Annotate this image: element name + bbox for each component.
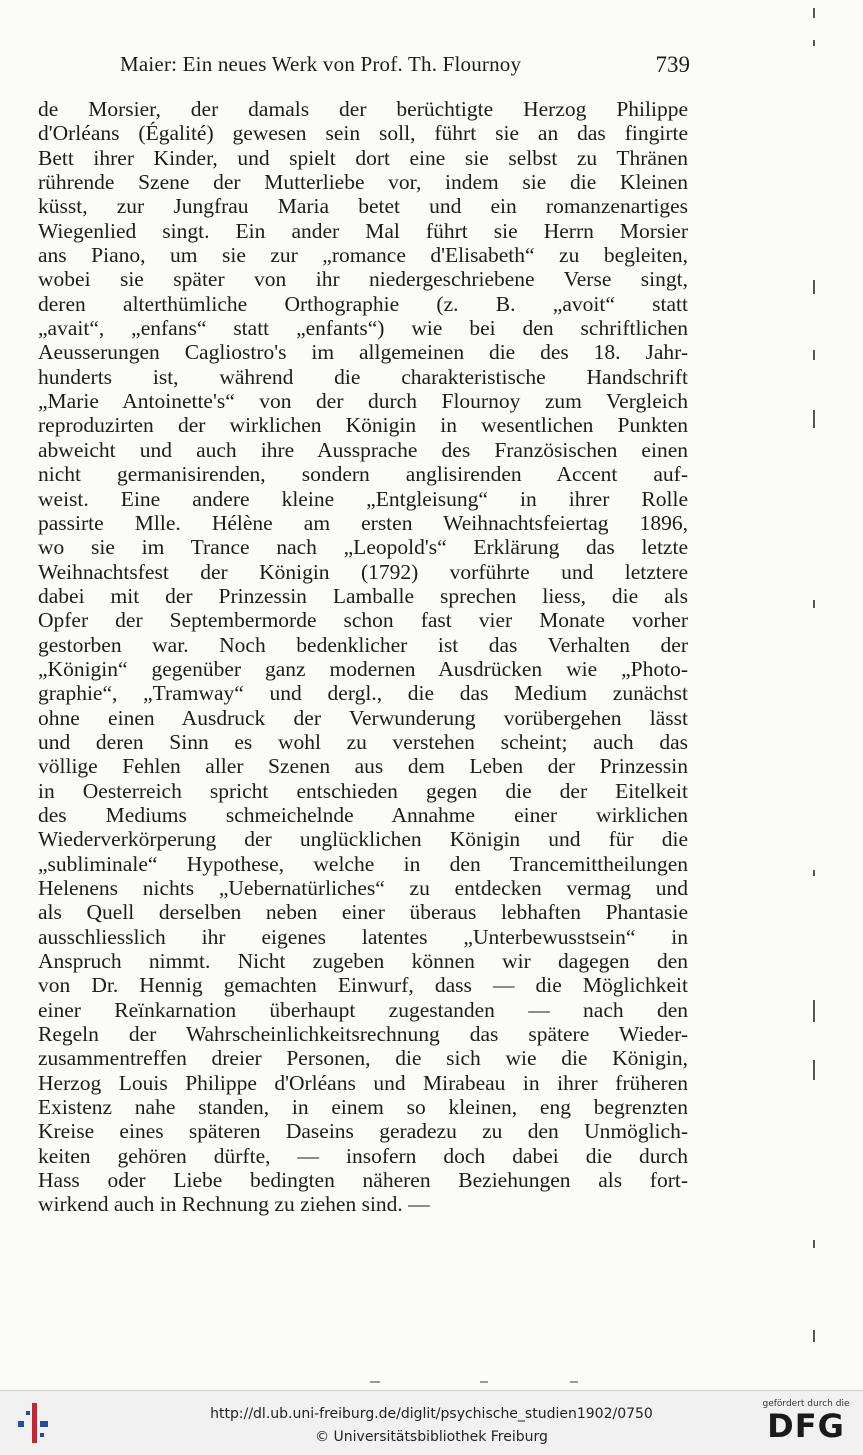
text-line: d'Orléans (Égalité) gewesen sein soll, führt sie an das fingirte — [38, 121, 688, 146]
text-line: Weihnachtsfest der Königin (1792) vorführte und letztere — [38, 559, 688, 584]
text-line: Bett ihrer Kinder, und spielt dort eine sie selbst zu Thränen — [38, 145, 688, 170]
text-line: des Mediums schmeichelnde Annahme einer wirklichen — [38, 802, 688, 827]
text-line: Herzog Louis Philippe d'Orléans und Mirabeau in ihrer früheren — [38, 1070, 688, 1095]
text-line: ohne einen Ausdruck der Verwunderung vorübergehen lässt — [38, 705, 688, 730]
text-line: abweicht und auch ihre Aussprache des Französischen einen — [38, 437, 688, 462]
text-line: Opfer der Septembermorde schon fast vier Monate vorher — [38, 608, 688, 633]
text-line: reproduzirten der wirklichen Königin in wesentlichen Punkten — [38, 413, 688, 438]
text-line: völlige Fehlen aller Szenen aus dem Leben der Prinzessin — [38, 754, 688, 779]
text-line: dabei mit der Prinzessin Lamballe sprechen liess, die als — [38, 583, 688, 608]
text-line: Hass oder Liebe bedingten näheren Beziehungen als fort- — [38, 1168, 688, 1193]
text-line: „avait“, „enfans“ statt „enfants“) wie bei den schriftlichen — [38, 316, 688, 341]
text-line: weist. Eine andere kleine „Entgleisung“ in ihrer Rolle — [38, 486, 688, 511]
text-line: „Königin“ gegenüber ganz modernen Ausdrücken wie „Photo- — [38, 656, 688, 681]
scan-edge-marks — [809, 0, 823, 1380]
text-line: „Marie Antoinette's“ von der durch Flournoy zum Vergleich — [38, 389, 688, 414]
text-line: Anspruch nimmt. Nicht zugeben können wir dagegen den — [38, 949, 688, 974]
text-line: Wiegenlied singt. Ein ander Mal führt sie Herrn Morsier — [38, 218, 688, 243]
funder-note: gefördert durch die — [762, 1399, 850, 1409]
text-line: einer Reïnkarnation überhaupt zugestanden — nach den — [38, 997, 688, 1022]
text-line: keiten gehören dürfte, — insofern doch dabei die durch — [38, 1143, 688, 1168]
running-title: Maier: Ein neues Werk von Prof. Th. Flournoy — [120, 52, 522, 76]
text-line: passirte Mlle. Hélène am ersten Weihnachtsfeiertag 1896, — [38, 510, 688, 535]
text-line: Wiederverkörperung der unglücklichen Königin und für die — [38, 827, 688, 852]
body-text — [38, 97, 688, 1217]
permalink-url[interactable]: http://dl.ub.uni-freiburg.de/diglit/psychische_studien1902/0750 — [210, 1406, 653, 1422]
text-line: und deren Sinn es wohl zu verstehen scheint; auch das — [38, 729, 688, 754]
text-line: ans Piano, um sie zur „romance d'Elisabeth“ zu begleiten, — [38, 243, 688, 268]
text-line: hunderts ist, während die charakteristische Handschrift — [38, 364, 688, 389]
text-line: küsst, zur Jungfrau Maria betet und ein romanzenartiges — [38, 194, 688, 219]
text-line: Helenens nichts „Uebernatürliches“ zu entdecken vermag und — [38, 876, 688, 900]
text-line: nicht germanisirenden, sondern anglisirenden Accent auf- — [38, 462, 688, 487]
text-line: Aeusserungen Cagliostro's im allgemeinen die des 18. Jahr- — [38, 340, 688, 365]
copyright-notice: © Universitätsbibliothek Freiburg — [315, 1429, 548, 1445]
text-line: graphie“, „Tramway“ und dergl., die das Medium zunächst — [38, 681, 688, 706]
page-number: 739 — [655, 52, 690, 77]
text-line: de Morsier, der damals der berüchtigte Herzog Philippe — [38, 97, 688, 121]
text-line: wobei sie später von ihr niedergeschriebene Verse singt, — [38, 267, 688, 292]
text-line: zusammentreffen dreier Personen, die sich wie die Königin, — [38, 1046, 688, 1071]
text-line: ausschliesslich ihr eigenes latentes „Unterbewusstsein“ in — [38, 924, 688, 949]
text-line: Existenz nahe standen, in einem so kleinen, eng begrenzten — [38, 1095, 688, 1120]
text-line: „subliminale“ Hypothese, welche in den Trancemittheilungen — [38, 851, 688, 876]
text-line: wirkend auch in Rechnung zu ziehen sind. — — [38, 1192, 430, 1217]
text-line: als Quell derselben neben einer überaus lebhaften Phantasie — [38, 900, 688, 925]
text-line: Kreise eines späteren Daseins geradezu zu den Unmöglich- — [38, 1119, 688, 1144]
dfg-logo: DFG — [767, 1407, 845, 1445]
text-line: rührende Szene der Mutterliebe vor, indem sie die Kleinen — [38, 170, 688, 195]
text-line: Regeln der Wahrscheinlichkeitsrechnung das spätere Wieder- — [38, 1022, 688, 1047]
text-line: in Oesterreich spricht entschieden gegen die der Eitelkeit — [38, 778, 688, 803]
running-head — [120, 52, 690, 86]
text-line: gestorben war. Noch bedenklicher ist das Verhalten der — [38, 632, 688, 657]
text-line: wo sie im Trance nach „Leopold's“ Erklärung das letzte — [38, 535, 688, 560]
dfg-funder-badge — [761, 1397, 851, 1451]
viewer-footer — [0, 1390, 863, 1455]
text-line: deren alterthümliche Orthographie (z. B. „avoit“ statt — [38, 291, 688, 316]
text-line: von Dr. Hennig gemachten Einwurf, dass — die Möglichkeit — [38, 973, 688, 998]
